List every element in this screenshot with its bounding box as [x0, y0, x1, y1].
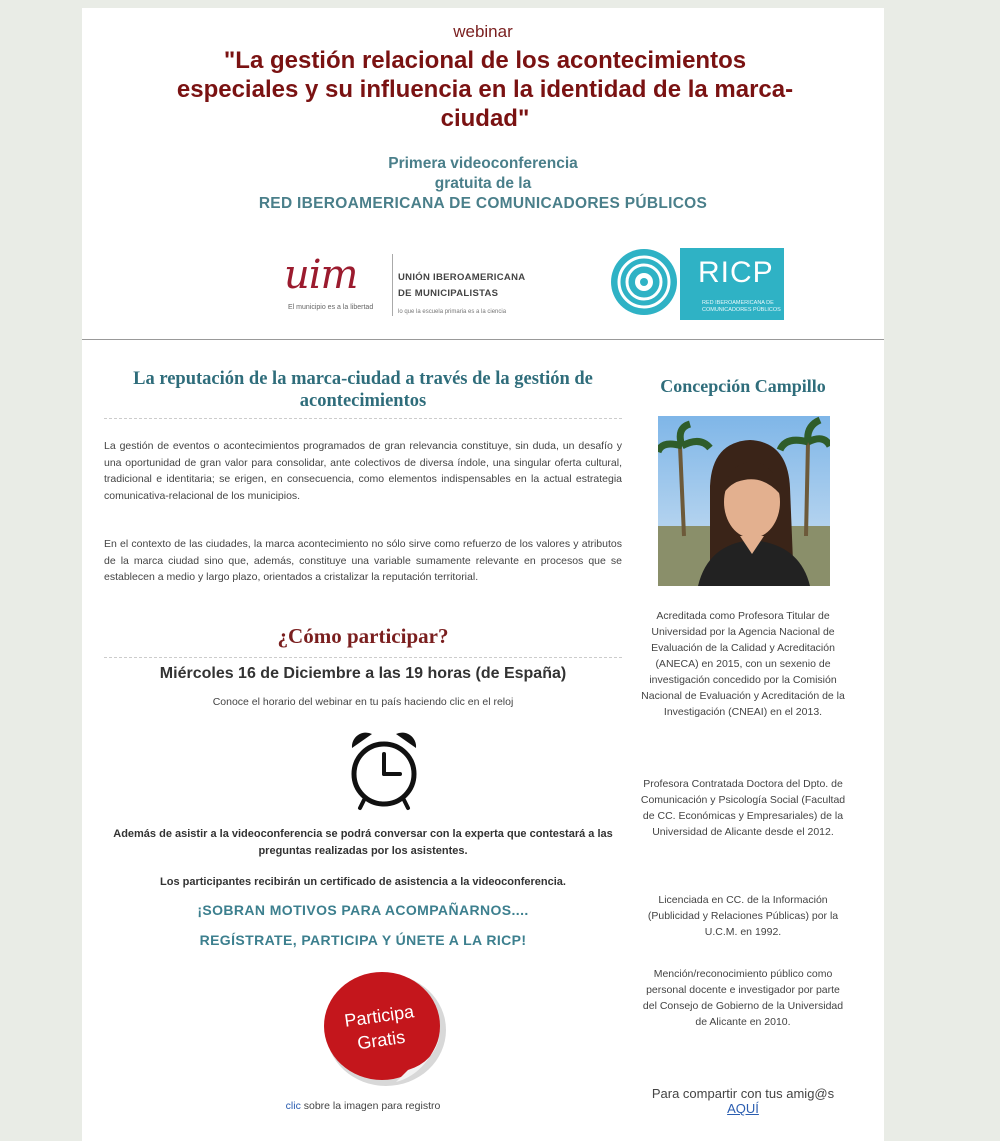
speaker-bio-3: Licenciada en CC. de la Información (Publicidad y Relaciones Públicas) por la U.C.M. en 1992.: [647, 894, 839, 938]
speaker-name: Concepción Campillo: [660, 376, 826, 396]
partner-logos: [282, 240, 781, 322]
uim-logo: uim: [284, 252, 358, 298]
qa-note: Además de asistir a la videoconferencia se podrá conversar con la experta que contestará a las preguntas realizadas por los asistentes.: [113, 828, 613, 857]
uim-tagline: El municipio es a la libertad: [288, 304, 374, 311]
ricp-logo-text: RICP: [698, 256, 774, 289]
sticker-line-2: Gratis: [355, 1026, 407, 1054]
intro-paragraph-2: En el contexto de las ciudades, la marca acontecimiento no sólo sirve como refuerzo de los valores y atributos de la marca ciudad sino que, además, constituye una variable sumamente relevante en procesos que se establecen a medio y largo plazo, orientados a cristalizar la reputación territorial.: [104, 538, 622, 583]
certificate-note: Los participantes recibirán un certificado de asistencia a la videoconferencia.: [160, 876, 566, 888]
register-hint-text: sobre la imagen para registro: [300, 1100, 441, 1112]
register-hint: [104, 1100, 622, 1112]
header: [82, 8, 884, 340]
speaker-bio-2: Profesora Contratada Doctora del Dpto. de Comunicación y Psicología Social (Facultad de CC. Económicas y Empresariales) de la Universidad de Alicante desde el 2012.: [640, 778, 846, 838]
header-divider: [82, 339, 884, 340]
register-link[interactable]: clic: [285, 1100, 301, 1112]
ricp-disc-logo: [610, 248, 678, 316]
how-to-participate-title: ¿Cómo participar?: [104, 624, 622, 658]
speaker-photo: [658, 416, 830, 586]
share-block: [630, 1086, 856, 1116]
logo-divider: [392, 254, 393, 316]
share-link[interactable]: AQUÍ: [727, 1101, 759, 1116]
alarm-clock-icon[interactable]: [344, 726, 424, 816]
sticker-line-1: Participa: [343, 1001, 416, 1031]
uim-name-line-1: UNIÓN IBEROAMERICANA: [398, 272, 526, 283]
speaker-bio-4: Mención/reconocimiento público como personal docente e investigador por parte del Consejo de Gobierno de la Universidad de Alicante en 2010.: [642, 968, 844, 1028]
intro-paragraph-1: La gestión de eventos o acontecimientos programados de gran relevancia constituye, sin duda, un desafío y una oportunidad de gran valor para consolidar, ante colectivos de diversa índole, una singular oferta cultural, tradicional e identitaria; se erigen, en consecuencia, como elementos indispensables en la actual estrategia comunicativa-relacional de los municipios.: [104, 440, 622, 502]
cta-line-2: REGÍSTRATE, PARTICIPA Y ÚNETE A LA RICP!: [199, 932, 527, 948]
speaker-bio-1: Acreditada como Profesora Titular de Universidad por la Agencia Nacional de Evaluación de la Calidad y Acreditación (ANECA) en 2015, con un sexenio de investigación concedido por la Comisión Nacional de Evaluación y Acreditación de la Investigación (CNEAI) en el 2013.: [641, 610, 845, 718]
newsletter-page: [82, 8, 884, 1141]
subtitle-line-1: Primera videoconferencia: [388, 155, 578, 172]
kicker: webinar: [453, 22, 513, 41]
ricp-logo-subtitle: RED IBEROAMERICANA DE COMUNICADORES PÚBLICOS: [702, 300, 781, 313]
cta-line-1: ¡SOBRAN MOTIVOS PARA ACOMPAÑARNOS....: [197, 902, 529, 918]
main-column: [104, 368, 622, 1112]
subtitle: [82, 154, 884, 214]
participa-gratis-button[interactable]: [316, 966, 452, 1090]
subtitle-line-3: RED IBEROAMERICANA DE COMUNICADORES PÚBLICOS: [258, 195, 708, 212]
section-title: La reputación de la marca-ciudad a través de la gestión de acontecimientos: [104, 368, 622, 419]
event-date: Miércoles 16 de Diciembre a las 19 horas (de España): [159, 665, 567, 682]
share-text: Para compartir con tus amig@s: [651, 1086, 835, 1101]
uim-name-line-2: DE MUNICIPALISTAS: [398, 288, 499, 299]
uim-subtitle: lo que la escuela primaria es a la ciencia: [398, 309, 507, 315]
subtitle-line-2: gratuita de la: [434, 175, 532, 192]
uim-name: [398, 270, 525, 302]
timezone-hint: Conoce el horario del webinar en tu país haciendo clic en el reloj: [212, 696, 514, 708]
page-title: "La gestión relacional de los acontecimientos especiales y su influencia en la identidad de la marca-ciudad": [176, 47, 794, 132]
